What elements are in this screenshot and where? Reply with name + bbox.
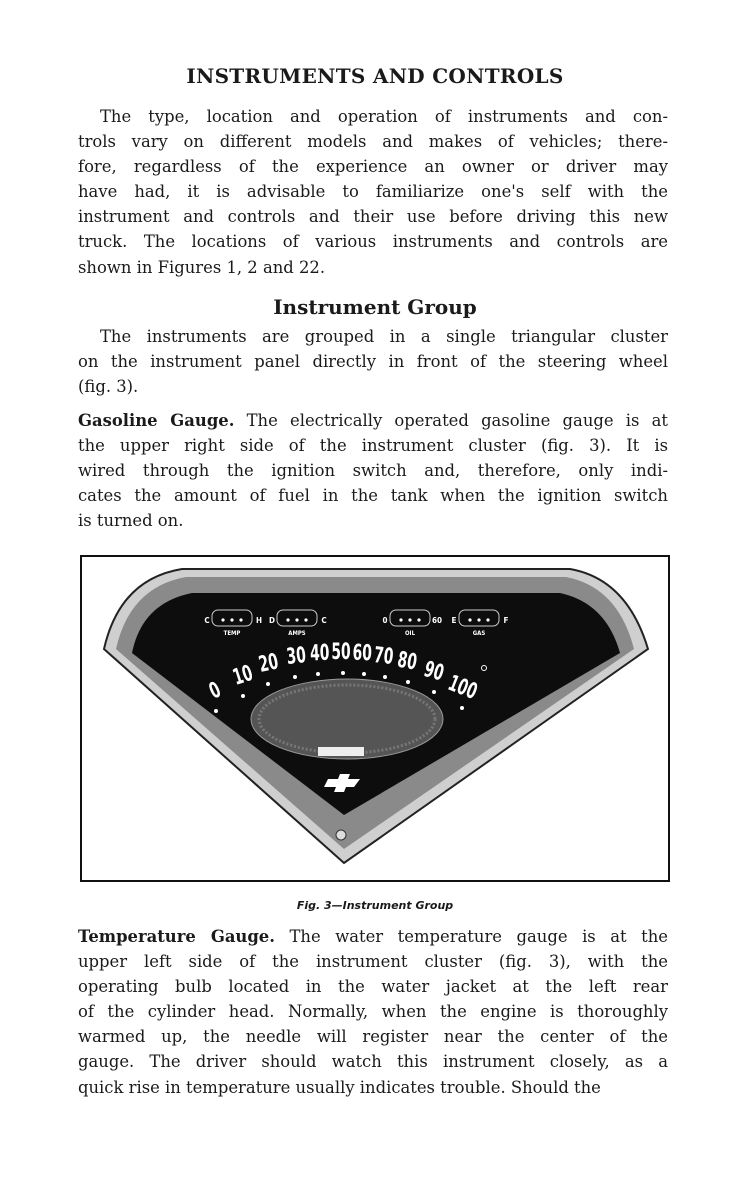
- text-line: [78, 204, 668, 229]
- temperature-gauge-paragraph: [78, 924, 668, 1100]
- gauge-high-mark: C: [321, 616, 327, 625]
- line-text: cates the amount of fuel in the tank when the ignition switch: [78, 486, 668, 506]
- section-heading: Instrument Group: [273, 295, 477, 319]
- text-line: [78, 255, 668, 280]
- speedometer-mark: 20: [256, 648, 281, 678]
- speedometer-mark: 50: [331, 639, 351, 665]
- line-text: wired through the ignition switch and, therefore, only indi-: [78, 461, 668, 481]
- gauge-label: AMPS: [288, 630, 306, 637]
- run-in-heading: Gasoline Gauge.: [78, 411, 235, 430]
- line-text: warmed up, the needle will register near the center of the: [78, 1027, 668, 1047]
- text-line: [78, 104, 668, 129]
- gasoline-gauge-paragraph: [78, 408, 668, 533]
- line-text: is turned on.: [78, 511, 184, 531]
- line-text: fore, regardless of the experience an owner or driver may: [78, 157, 668, 177]
- text-line: [78, 129, 668, 154]
- text-line: [78, 408, 668, 433]
- speedometer-dot: [214, 709, 218, 713]
- line-text: on the instrument panel directly in front of the steering wheel: [78, 352, 668, 372]
- text-line: [78, 433, 668, 458]
- gauge-label: TEMP: [223, 630, 241, 637]
- text-line: [78, 374, 668, 399]
- text-line: [78, 1075, 668, 1100]
- gauge-label: GAS: [472, 630, 486, 637]
- line-text: operating bulb located in the water jacket at the left rear: [78, 977, 668, 997]
- text-line: [78, 229, 668, 254]
- figure-instrument-group: [80, 555, 670, 882]
- line-text: truck. The locations of various instruments and controls are: [78, 232, 668, 252]
- page-title: INSTRUMENTS AND CONTROLS: [186, 64, 564, 88]
- text-line: [78, 949, 668, 974]
- instrument-group-paragraph: [78, 324, 668, 399]
- gauge-low-mark: D: [269, 616, 275, 625]
- line-text: of the cylinder head. Normally, when the engine is thoroughly: [78, 1002, 668, 1022]
- speedometer-dot: [406, 680, 410, 684]
- gauge-high-mark: H: [255, 616, 263, 625]
- speedometer-dot: [316, 672, 320, 676]
- text-line: [78, 974, 668, 999]
- speedometer-dot: [341, 671, 345, 675]
- line-text: instrument and controls and their use before driving this new: [78, 207, 668, 227]
- intro-paragraph: [78, 104, 668, 280]
- gauge-label: OIL: [404, 630, 416, 637]
- line-text: The type, location and operation of instruments and con-: [100, 107, 668, 126]
- speedometer-dot: [266, 682, 270, 686]
- speedometer-mark: 70: [372, 642, 395, 670]
- line-text: have had, it is advisable to familiarize one's self with the: [78, 182, 668, 202]
- line-text: The water temperature gauge is at the: [274, 927, 668, 946]
- text-line: [78, 483, 668, 508]
- text-line: [78, 179, 668, 204]
- gauge-low-mark: E: [451, 616, 457, 625]
- text-line: [78, 349, 668, 374]
- text-line: [78, 1049, 668, 1074]
- text-line: [78, 924, 668, 949]
- line-text: (fig. 3).: [78, 377, 139, 397]
- line-text: The electrically operated gasoline gauge is at: [234, 411, 668, 430]
- text-line: [78, 154, 668, 179]
- speedometer-mark: 10: [229, 660, 256, 691]
- gauge-low-mark: C: [204, 616, 210, 625]
- line-text: the upper right side of the instrument cluster (fig. 3). It is: [78, 436, 668, 456]
- speedometer-mark: 60: [352, 639, 373, 667]
- figure-caption: Fig. 3—Instrument Group: [296, 899, 454, 912]
- speedometer-dot: [383, 675, 387, 679]
- text-line: [78, 999, 668, 1024]
- line-text: quick rise in temperature usually indicates trouble. Should the: [78, 1077, 601, 1097]
- speedometer-dot: [460, 706, 464, 710]
- speedometer-mark: 0: [205, 677, 225, 705]
- line-text: shown in Figures 1, 2 and 22.: [78, 257, 326, 277]
- speedometer-dot: [362, 672, 366, 676]
- gauge-high-mark: 60: [431, 616, 443, 625]
- line-text: gauge. The driver should watch this instrument closely, as a: [78, 1052, 668, 1072]
- speedometer-mark: 90: [421, 656, 447, 687]
- line-text: trols vary on different models and makes of vehicles; there-: [78, 132, 668, 152]
- speedometer-dot: [241, 694, 245, 698]
- speedometer-mark: 100: [444, 670, 481, 705]
- speedometer-mark: 40: [309, 639, 330, 667]
- text-line: [78, 324, 668, 349]
- speedometer-dot: [432, 690, 436, 694]
- line-text: upper left side of the instrument cluster (fig. 3), with the: [78, 952, 668, 972]
- line-text: The instruments are grouped in a single triangular cluster: [100, 327, 668, 346]
- speedometer-dot: [293, 675, 297, 679]
- speedometer-mark: 30: [285, 642, 308, 670]
- text-line: [78, 1024, 668, 1049]
- instrument-cluster-illustration: [82, 557, 668, 880]
- text-line: [78, 458, 668, 483]
- gauge-high-mark: F: [503, 616, 509, 625]
- text-line: [78, 508, 668, 533]
- gauge-low-mark: 0: [382, 616, 388, 625]
- speedometer-mark: 80: [395, 646, 419, 676]
- run-in-heading: Temperature Gauge.: [78, 927, 275, 946]
